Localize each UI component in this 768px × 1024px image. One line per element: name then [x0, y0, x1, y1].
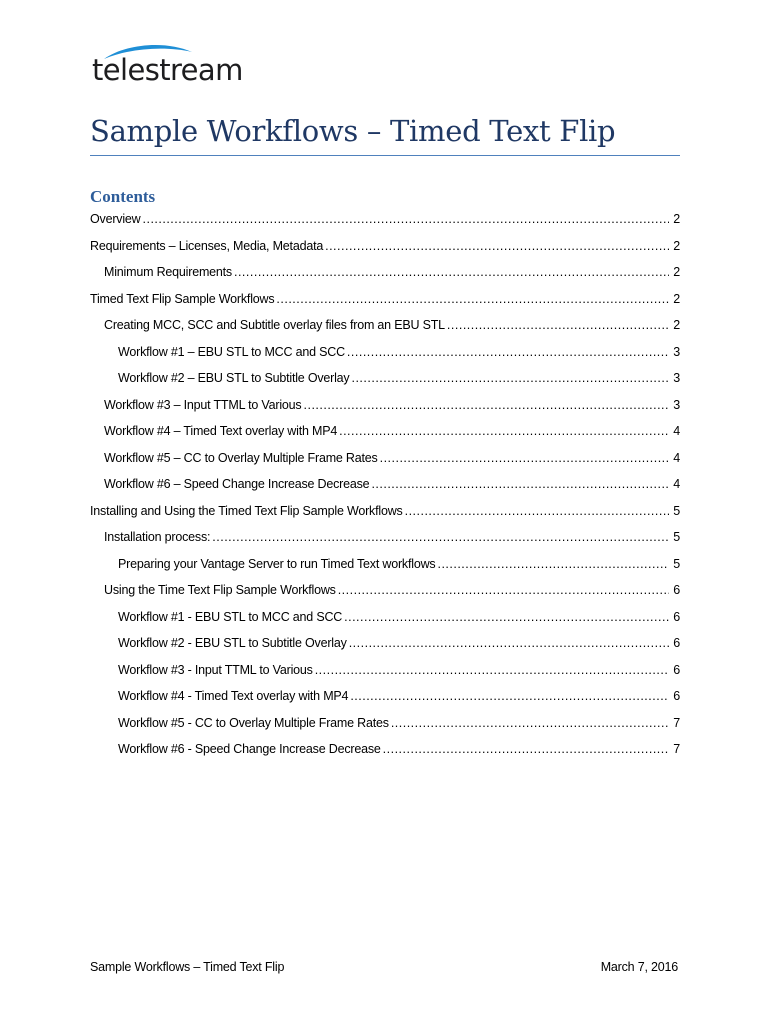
- toc-entry[interactable]: [90, 736, 680, 763]
- toc-entry-page[interactable]: 3: [673, 371, 680, 385]
- toc-entry[interactable]: [90, 206, 680, 233]
- title-divider: [90, 155, 680, 156]
- toc-entry-page[interactable]: 6: [673, 662, 680, 677]
- toc-entry-label[interactable]: Workflow #5 – CC to Overlay Multiple Frame Rates: [104, 450, 378, 465]
- toc-entry-label[interactable]: Creating MCC, SCC and Subtitle overlay files from an EBU STL: [104, 318, 445, 332]
- toc-entry-label[interactable]: Workflow #3 - Input TTML to Various: [118, 662, 313, 677]
- toc-entry-page[interactable]: 6: [673, 609, 680, 624]
- toc-leader-dots: [380, 445, 670, 472]
- toc-entry-page[interactable]: 2: [673, 318, 680, 332]
- toc-leader-dots: [437, 551, 669, 578]
- toc-entry-label[interactable]: Workflow #3 – Input TTML to Various: [104, 397, 302, 412]
- toc-leader-dots: [347, 339, 669, 366]
- toc-entry-page[interactable]: 4: [673, 477, 680, 491]
- toc-entry-label[interactable]: Installation process:: [104, 530, 211, 544]
- toc-entry[interactable]: [90, 392, 680, 419]
- toc-leader-dots: [405, 498, 670, 525]
- toc-entry[interactable]: [90, 498, 680, 525]
- toc-leader-dots: [143, 206, 670, 233]
- toc-entry-label[interactable]: Using the Time Text Flip Sample Workflows: [104, 583, 336, 597]
- toc-entry[interactable]: [90, 418, 680, 445]
- toc-leader-dots: [338, 577, 670, 604]
- toc-leader-dots: [212, 524, 669, 551]
- document-title: Sample Workflows – Timed Text Flip: [90, 114, 616, 148]
- toc-entry[interactable]: [90, 445, 680, 472]
- toc-entry-page[interactable]: 7: [673, 715, 680, 730]
- toc-leader-dots: [350, 683, 669, 710]
- toc-leader-dots: [371, 471, 669, 498]
- toc-entry-label[interactable]: Requirements – Licenses, Media, Metadata: [90, 238, 324, 253]
- toc-entry-page[interactable]: 6: [673, 583, 680, 597]
- toc-entry[interactable]: [90, 233, 680, 260]
- toc-entry-page[interactable]: 5: [673, 503, 680, 518]
- toc-leader-dots: [349, 630, 670, 657]
- toc-entry[interactable]: [90, 365, 680, 392]
- footer-title: Sample Workflows – Timed Text Flip: [90, 960, 285, 974]
- toc-entry[interactable]: [90, 339, 680, 366]
- toc-entry-page[interactable]: 5: [673, 556, 680, 571]
- toc-entry-label[interactable]: Timed Text Flip Sample Workflows: [90, 291, 275, 306]
- toc-entry-label[interactable]: Workflow #6 – Speed Change Increase Decrease: [104, 477, 370, 491]
- toc-entry[interactable]: [90, 604, 680, 631]
- toc-leader-dots: [315, 657, 670, 684]
- toc-entry-page[interactable]: 6: [673, 636, 680, 650]
- toc-leader-dots: [276, 286, 669, 313]
- toc-entry-label[interactable]: Minimum Requirements: [104, 265, 232, 279]
- toc-entry-label[interactable]: Workflow #2 - EBU STL to Subtitle Overlay: [118, 636, 347, 650]
- footer-date: March 7, 2016: [600, 960, 678, 974]
- toc-entry[interactable]: [90, 657, 680, 684]
- toc-leader-dots: [344, 604, 669, 631]
- logo-wordmark: telestream: [92, 53, 243, 87]
- toc-entry-label[interactable]: Installing and Using the Timed Text Flip Sample Workflows: [90, 503, 403, 518]
- table-of-contents: [90, 206, 680, 763]
- toc-entry-page[interactable]: 2: [673, 212, 680, 226]
- toc-leader-dots: [383, 736, 670, 763]
- toc-entry[interactable]: [90, 286, 680, 313]
- toc-entry-page[interactable]: 3: [673, 397, 680, 412]
- toc-entry-label[interactable]: Workflow #4 – Timed Text overlay with MP4: [104, 424, 338, 438]
- toc-entry-page[interactable]: 3: [673, 344, 680, 359]
- toc-entry[interactable]: [90, 312, 680, 339]
- toc-leader-dots: [325, 233, 669, 260]
- toc-entry-label[interactable]: Workflow #1 – EBU STL to MCC and SCC: [118, 344, 345, 359]
- toc-leader-dots: [447, 312, 669, 339]
- toc-leader-dots: [339, 418, 669, 445]
- toc-entry-page[interactable]: 7: [673, 742, 680, 756]
- toc-entry[interactable]: [90, 471, 680, 498]
- toc-entry[interactable]: [90, 524, 680, 551]
- toc-entry-label[interactable]: Preparing your Vantage Server to run Timed Text workflows: [118, 556, 436, 571]
- toc-entry-page[interactable]: 2: [673, 291, 680, 306]
- toc-entry-page[interactable]: 4: [673, 424, 680, 438]
- toc-entry-label[interactable]: Workflow #4 - Timed Text overlay with MP4: [118, 689, 349, 703]
- toc-entry-label[interactable]: Workflow #5 - CC to Overlay Multiple Frame Rates: [118, 715, 389, 730]
- toc-entry-label[interactable]: Overview: [90, 212, 141, 226]
- toc-entry[interactable]: [90, 683, 680, 710]
- toc-entry-page[interactable]: 4: [673, 450, 680, 465]
- toc-heading: Contents: [90, 187, 156, 206]
- toc-entry-label[interactable]: Workflow #6 - Speed Change Increase Decrease: [118, 742, 381, 756]
- toc-entry-page[interactable]: 6: [673, 689, 680, 703]
- toc-entry[interactable]: [90, 551, 680, 578]
- toc-entry-label[interactable]: Workflow #1 - EBU STL to MCC and SCC: [118, 609, 343, 624]
- telestream-logo: [92, 42, 272, 92]
- toc-leader-dots: [234, 259, 669, 286]
- toc-leader-dots: [351, 365, 669, 392]
- toc-entry-page[interactable]: 5: [673, 530, 680, 544]
- toc-leader-dots: [391, 710, 669, 737]
- toc-entry[interactable]: [90, 630, 680, 657]
- toc-entry[interactable]: [90, 259, 680, 286]
- toc-entry-page[interactable]: 2: [673, 238, 680, 253]
- toc-entry-label[interactable]: Workflow #2 – EBU STL to Subtitle Overlay: [118, 371, 350, 385]
- toc-entry[interactable]: [90, 577, 680, 604]
- toc-leader-dots: [304, 392, 670, 419]
- toc-entry-page[interactable]: 2: [673, 265, 680, 279]
- toc-entry[interactable]: [90, 710, 680, 737]
